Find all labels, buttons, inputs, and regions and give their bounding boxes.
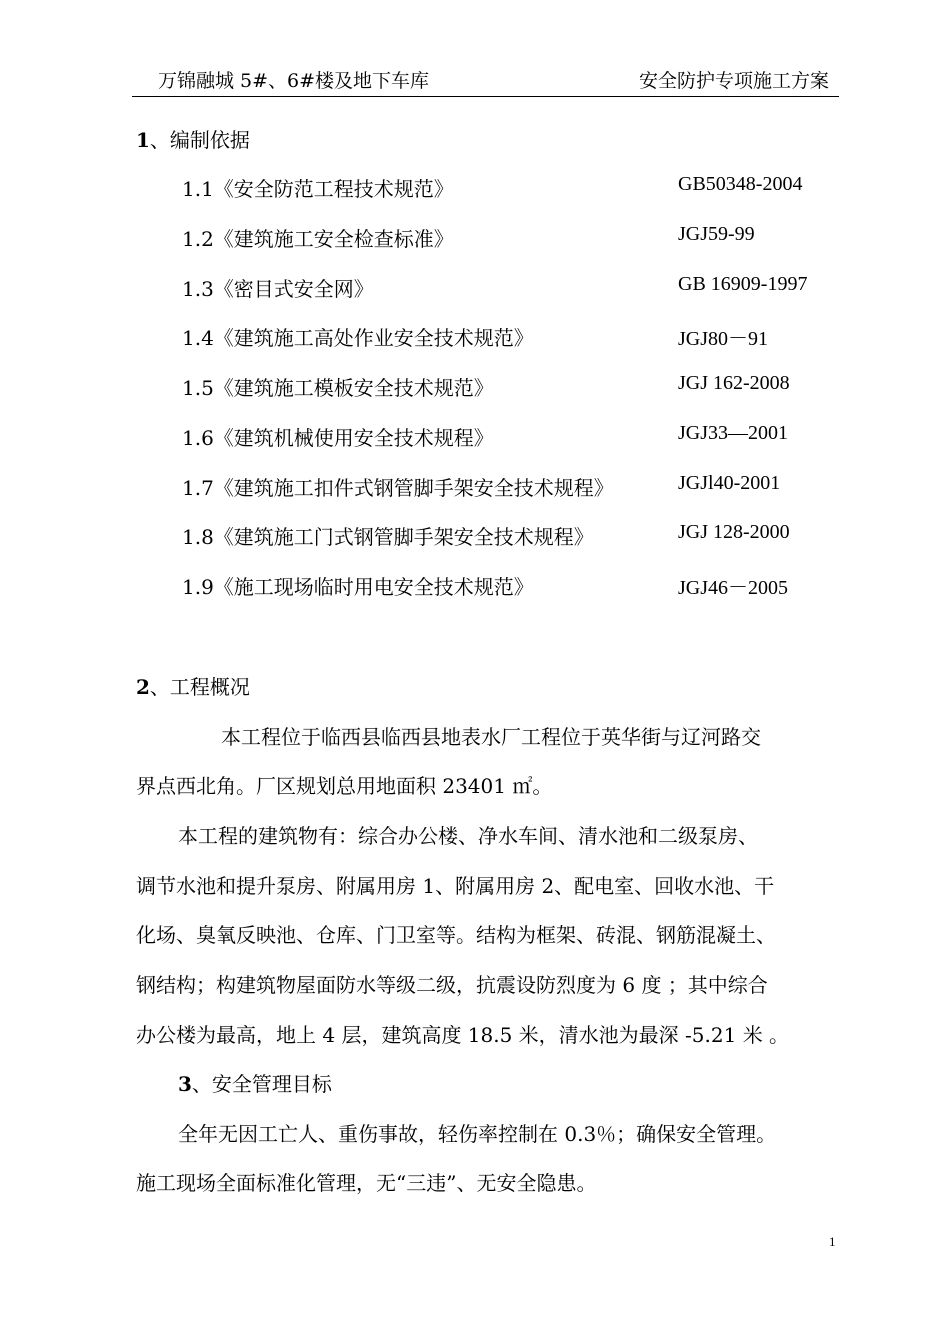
reference-item [182, 472, 842, 502]
reference-item [182, 223, 842, 253]
reference-title: 1.4《建筑施工高处作业安全技术规范》 [182, 326, 534, 350]
paragraph-line: 施工现场全面标准化管理，无“三违”、无安全隐患。 [136, 1171, 597, 1195]
paragraph-line: 本工程的建筑物有：综合办公楼、净水车间、清水池和二级泵房、 [178, 824, 758, 848]
section-2-title: 、工程概况 [149, 675, 250, 699]
reference-item [182, 422, 842, 452]
paragraph-line: 化场、臭氧反映池、仓库、门卫室等。结构为框架、砖混、钢筋混凝土、 [136, 923, 776, 947]
page-number: 1 [829, 1234, 836, 1249]
reference-code: JGJl40-2001 [678, 472, 781, 494]
reference-title: 1.6《建筑机械使用安全技术规程》 [182, 426, 494, 450]
section-2-heading [136, 671, 250, 700]
reference-code: JGJ33—2001 [678, 422, 789, 444]
reference-title: 1.9《施工现场临时用电安全技术规范》 [182, 575, 534, 599]
reference-title: 1.1《安全防范工程技术规范》 [182, 177, 454, 201]
paragraph-line: 本工程位于临西县临西县地表水厂工程位于英华街与辽河路交 [221, 725, 761, 749]
reference-title: 1.5《建筑施工模板安全技术规范》 [182, 376, 494, 400]
reference-code: JGJ59-99 [678, 223, 755, 245]
reference-title: 1.3《密目式安全网》 [182, 277, 374, 301]
section-1-number: 1 [136, 128, 150, 152]
reference-code: GB50348-2004 [678, 173, 803, 195]
section-2-number: 2 [136, 675, 150, 699]
reference-title: 1.8《建筑施工门式钢管脚手架安全技术规程》 [182, 525, 594, 549]
paragraph-line: 调节水池和提升泵房、附属用房 1、附属用房 2、配电室、回收水池、干 [136, 874, 775, 898]
reference-title: 1.7《建筑施工扣件式钢管脚手架安全技术规程》 [182, 476, 614, 500]
reference-item [182, 322, 842, 352]
paragraph-line: 钢结构；构建筑物屋面防水等级二级，抗震设防烈度为 6 度 ；其中综合 [136, 973, 768, 997]
reference-item [182, 571, 842, 601]
section-3-heading [178, 1068, 332, 1097]
reference-code: GB 16909-1997 [678, 273, 808, 295]
paragraph-line: 全年无因工亡人、重伤事故，轻伤率控制在 0.3％；确保安全管理。 [178, 1122, 777, 1146]
reference-item [182, 273, 842, 303]
reference-item [182, 372, 842, 402]
page-header [132, 60, 839, 97]
reference-title: 1.2《建筑施工安全检查标准》 [182, 227, 454, 251]
paragraph-line: 办公楼为最高，地上 4 层，建筑高度 18.5 米，清水池为最深 -5.21 米 。 [136, 1023, 790, 1047]
reference-code: JGJ46－2005 [678, 577, 789, 599]
reference-code: JGJ80－91 [678, 328, 769, 350]
header-document-title: 安全防护专项施工方案 [638, 70, 829, 92]
header-project-name: 万锦融城 5#、6#楼及地下车库 [158, 70, 430, 92]
section-1-title: 、编制依据 [149, 128, 250, 152]
paragraph-line: 界点西北角。厂区规划总用地面积 23401 ㎡。 [136, 774, 553, 798]
reference-item [182, 521, 842, 551]
section-1-heading [136, 124, 250, 153]
reference-code: JGJ 162-2008 [678, 372, 790, 394]
reference-code: JGJ 128-2000 [678, 521, 790, 543]
section-3-number: 3 [178, 1072, 192, 1096]
reference-item [182, 173, 842, 203]
section-3-title: 、安全管理目标 [191, 1072, 332, 1096]
